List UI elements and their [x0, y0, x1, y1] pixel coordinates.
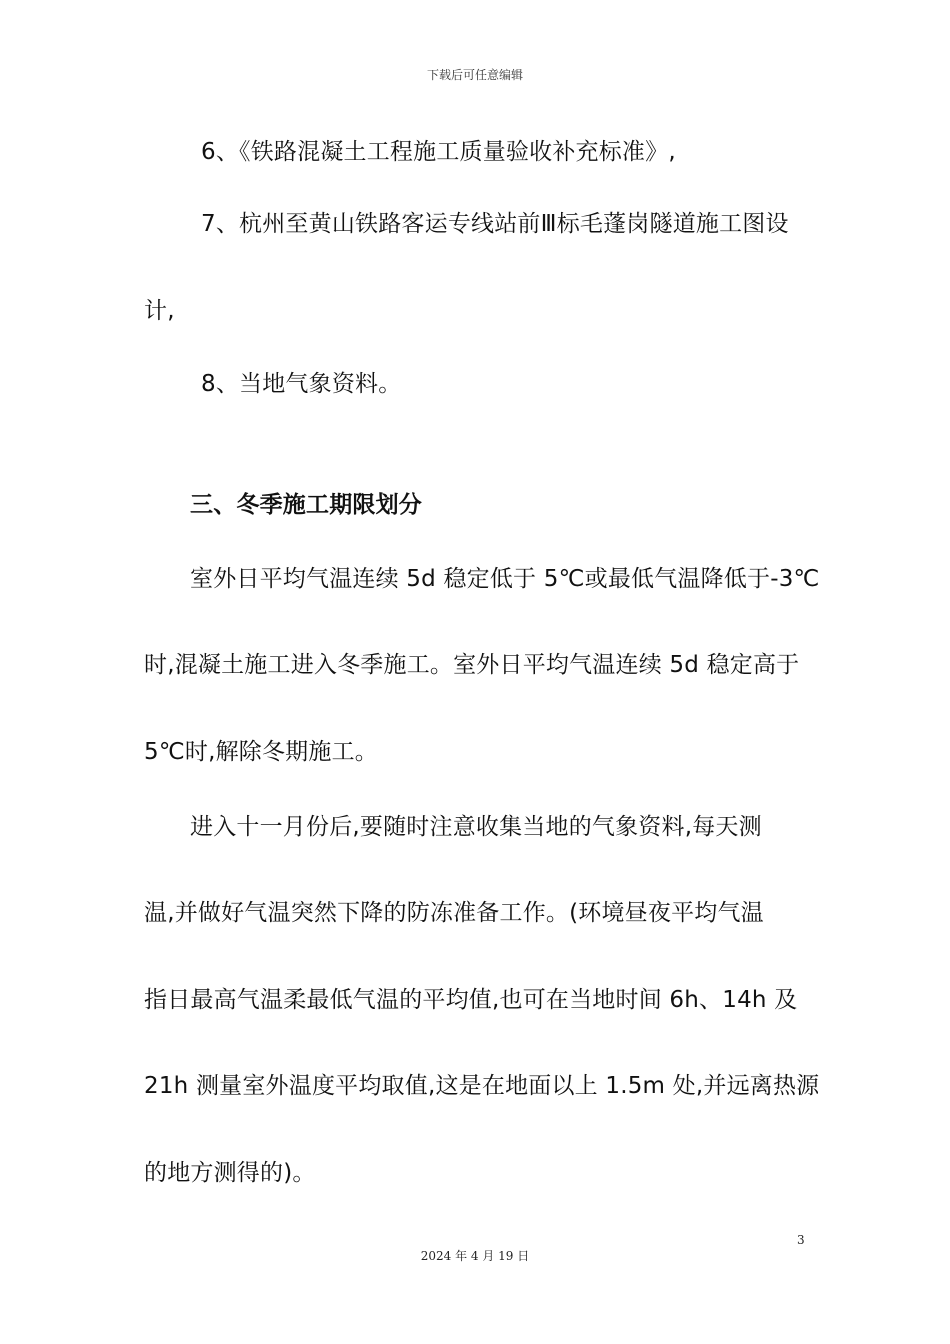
paragraph-2-line-2: 温,并做好气温突然下降的防冻准备工作。(环境昼夜平均气温 — [144, 900, 764, 926]
paragraph-2-line-3: 指日最高气温柔最低气温的平均值,也可在当地时间 6h、14h 及 — [144, 987, 798, 1013]
section-heading: 三、冬季施工期限划分 — [190, 492, 422, 518]
footer-date: 2024 年 4 月 19 日 — [420, 1249, 530, 1263]
paragraph-2-line-5: 的地方测得的)。 — [144, 1160, 316, 1186]
reference-item-7-continuation: 计, — [144, 298, 175, 324]
reference-item-6: 6、《铁路混凝土工程施工质量验收补充标准》, — [201, 139, 676, 165]
paragraph-1-line-2: 时,混凝土施工进入冬季施工。室外日平均气温连续 5d 稳定高于 — [144, 652, 800, 678]
reference-item-7: 7、杭州至黄山铁路客运专线站前Ⅲ标毛蓬岗隧道施工图设 — [201, 211, 789, 237]
paragraph-1-line-3: 5℃时,解除冬期施工。 — [144, 739, 378, 765]
page-header: 下载后可任意编辑 — [426, 68, 523, 82]
paragraph-1-line-1: 室外日平均气温连续 5d 稳定低于 5℃或最低气温降低于-3℃ — [190, 566, 820, 592]
reference-item-8: 8、当地气象资料。 — [201, 371, 402, 397]
page-number: 3 — [797, 1233, 805, 1247]
paragraph-2-line-1: 进入十一月份后,要随时注意收集当地的气象资料,每天测 — [190, 814, 762, 840]
paragraph-2-line-4: 21h 测量室外温度平均取值,这是在地面以上 1.5m 处,并远离热源 — [144, 1073, 820, 1099]
